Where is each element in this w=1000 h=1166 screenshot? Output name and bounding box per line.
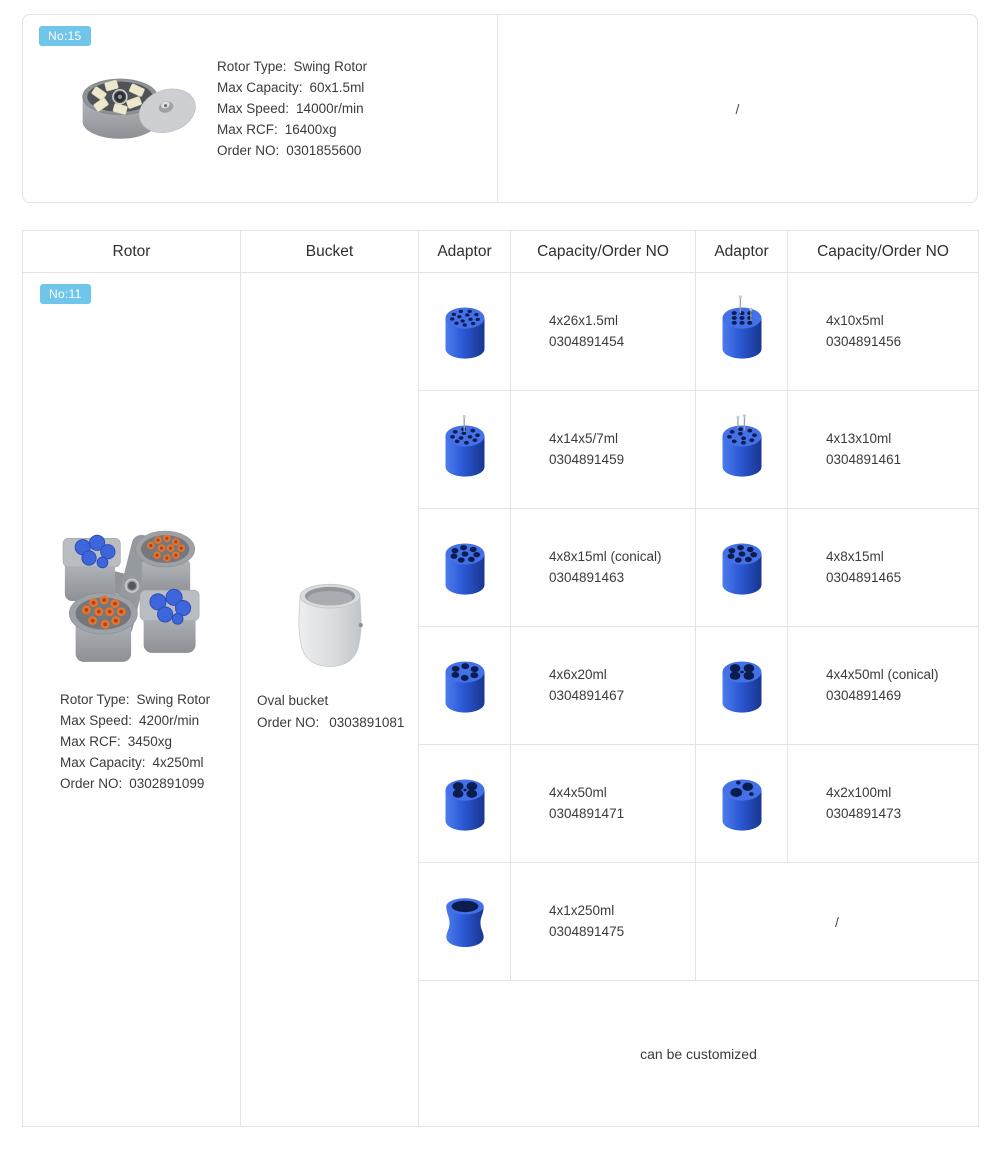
rotor-number-badge: No:11: [40, 284, 91, 304]
order-no-value: 0304891467: [549, 688, 625, 703]
header-bucket: Bucket: [241, 231, 419, 273]
spec-label: Max RCF:: [217, 122, 278, 137]
header-adaptor-2: Adaptor: [696, 231, 788, 273]
adaptor-cell: [696, 391, 788, 509]
no-adaptor-cell: [498, 15, 977, 202]
capacity-cell: [788, 627, 979, 745]
capacity-cell: [788, 391, 979, 509]
spec-order-no: [217, 140, 367, 161]
bucket-cell: [241, 273, 419, 1127]
rotor-specs: [23, 689, 210, 794]
order-no-value: 0304891461: [826, 452, 902, 467]
spec-label: Max Speed:: [217, 101, 290, 116]
spec-value: 0301855600: [286, 143, 362, 158]
spec-label: Max Capacity:: [60, 754, 146, 770]
adaptor-cell: [419, 391, 511, 509]
slash-placeholder: /: [735, 100, 740, 117]
order-no-value: 0304891465: [826, 570, 902, 585]
spec-order-no: [60, 773, 210, 794]
spec-label: Rotor Type:: [217, 59, 287, 74]
spec-label: Rotor Type:: [60, 691, 130, 707]
adaptor-4x4x50ml-conical-image: [716, 646, 768, 719]
table-row: [23, 273, 979, 391]
spec-value: 60x1.5ml: [309, 80, 365, 95]
rotor-number-badge: No:15: [39, 26, 91, 46]
spec-max-speed: [217, 98, 367, 119]
spec-rotor-type: [60, 689, 210, 710]
capacity-value: 4x10x5ml: [826, 313, 884, 328]
spec-value: 4200r/min: [139, 712, 200, 728]
adaptor-cell: [696, 509, 788, 627]
adaptor-4x6x20ml-image: [439, 646, 491, 719]
adaptor-4x4x50ml-image: [439, 764, 491, 837]
spec-rotor-type: [217, 56, 367, 77]
oval-bucket-image: [286, 575, 374, 676]
header-rotor: Rotor: [23, 231, 241, 273]
adaptor-cell: [419, 863, 511, 981]
spec-label: Max Capacity:: [217, 80, 303, 95]
bucket-name: Oval bucket: [257, 693, 329, 709]
spec-value: Swing Rotor: [136, 691, 211, 707]
table-header-row: [23, 231, 979, 273]
adaptor-4x8x15ml-conical-image: [439, 528, 491, 601]
capacity-value: 4x8x15ml (conical): [549, 549, 662, 564]
adaptor-4x2x100ml-image: [716, 764, 768, 837]
capacity-cell: [511, 391, 696, 509]
adaptor-cell: [696, 627, 788, 745]
spec-label: Max Speed:: [60, 712, 133, 728]
order-no-value: 0304891456: [826, 334, 902, 349]
spec-value: 14000r/min: [296, 101, 364, 116]
order-no-value: 0304891469: [826, 688, 902, 703]
capacity-value: 4x4x50ml (conical): [826, 667, 939, 682]
order-no-value: 0304891475: [549, 924, 625, 939]
adaptor-cell: [696, 745, 788, 863]
adaptor-4x1x250ml-image: [439, 882, 491, 955]
header-adaptor-1: Adaptor: [419, 231, 511, 273]
adaptor-cell: [696, 273, 788, 391]
spec-label: Order NO:: [217, 143, 280, 158]
order-no-value: 0304891463: [549, 570, 625, 585]
customized-note-cell: can be customized: [419, 981, 979, 1127]
spec-max-rcf: [217, 119, 367, 140]
spec-value: 3450xg: [127, 733, 173, 749]
rotor-specs: [217, 56, 367, 161]
header-capacity-1: Capacity/Order NO: [511, 231, 696, 273]
adaptor-4x13x10ml-image: [716, 410, 768, 483]
capacity-value: 4x8x15ml: [826, 549, 884, 564]
header-capacity-2: Capacity/Order NO: [788, 231, 979, 273]
capacity-value: 4x1x250ml: [549, 903, 615, 918]
bucket-order: [257, 712, 404, 734]
spec-value: Swing Rotor: [293, 59, 368, 74]
capacity-value: 4x13x10ml: [826, 431, 892, 446]
swing-rotor-4x250ml-image: [38, 515, 226, 676]
adaptor-4x10x5ml-image: [716, 292, 768, 365]
rotor-cell: [23, 273, 241, 1127]
capacity-value: 4x26x1.5ml: [549, 313, 619, 328]
spec-label: Max RCF:: [60, 733, 121, 749]
bucket-text: [241, 690, 404, 734]
capacity-value: 4x4x50ml: [549, 785, 607, 800]
capacity-cell: [511, 509, 696, 627]
order-no-value: 0304891473: [826, 806, 902, 821]
rotor-spec-cell: [23, 15, 498, 202]
capacity-value: 4x2x100ml: [826, 785, 892, 800]
spec-value: 4x250ml: [152, 754, 204, 770]
spec-max-rcf: [60, 731, 210, 752]
spec-value: 16400xg: [284, 122, 337, 137]
spec-label: Order NO:: [257, 715, 320, 731]
order-no-value: 0304891471: [549, 806, 625, 821]
capacity-value: 4x6x20ml: [549, 667, 607, 682]
capacity-cell: [788, 509, 979, 627]
spec-value: 0302891099: [129, 775, 205, 791]
spec-max-capacity: [60, 752, 210, 773]
capacity-cell: [511, 745, 696, 863]
adaptor-4x26x1.5ml-image: [439, 292, 491, 365]
adaptor-cell: [419, 627, 511, 745]
capacity-cell: [511, 863, 696, 981]
spec-max-capacity: [217, 77, 367, 98]
order-no-value: 0304891459: [549, 452, 625, 467]
order-no-value: 0304891454: [549, 334, 625, 349]
spec-max-speed: [60, 710, 210, 731]
adaptor-4x8x15ml-image: [716, 528, 768, 601]
spec-label: Order NO:: [60, 775, 123, 791]
capacity-cell: [511, 627, 696, 745]
swing-rotor-60x1.5ml-image: [71, 58, 203, 159]
adaptor-cell: [419, 745, 511, 863]
capacity-value: 4x14x5/7ml: [549, 431, 619, 446]
adaptor-cell: [419, 509, 511, 627]
capacity-cell: [788, 273, 979, 391]
adaptor-4x14x5-7ml-image: [439, 410, 491, 483]
capacity-cell: [788, 745, 979, 863]
no-adaptor-cell: /: [696, 863, 979, 981]
rotor-adaptor-table: [22, 230, 979, 1127]
spec-value: 0303891081: [329, 715, 405, 731]
rotor-spec-card-no15: [22, 14, 978, 203]
capacity-cell: [511, 273, 696, 391]
adaptor-cell: [419, 273, 511, 391]
